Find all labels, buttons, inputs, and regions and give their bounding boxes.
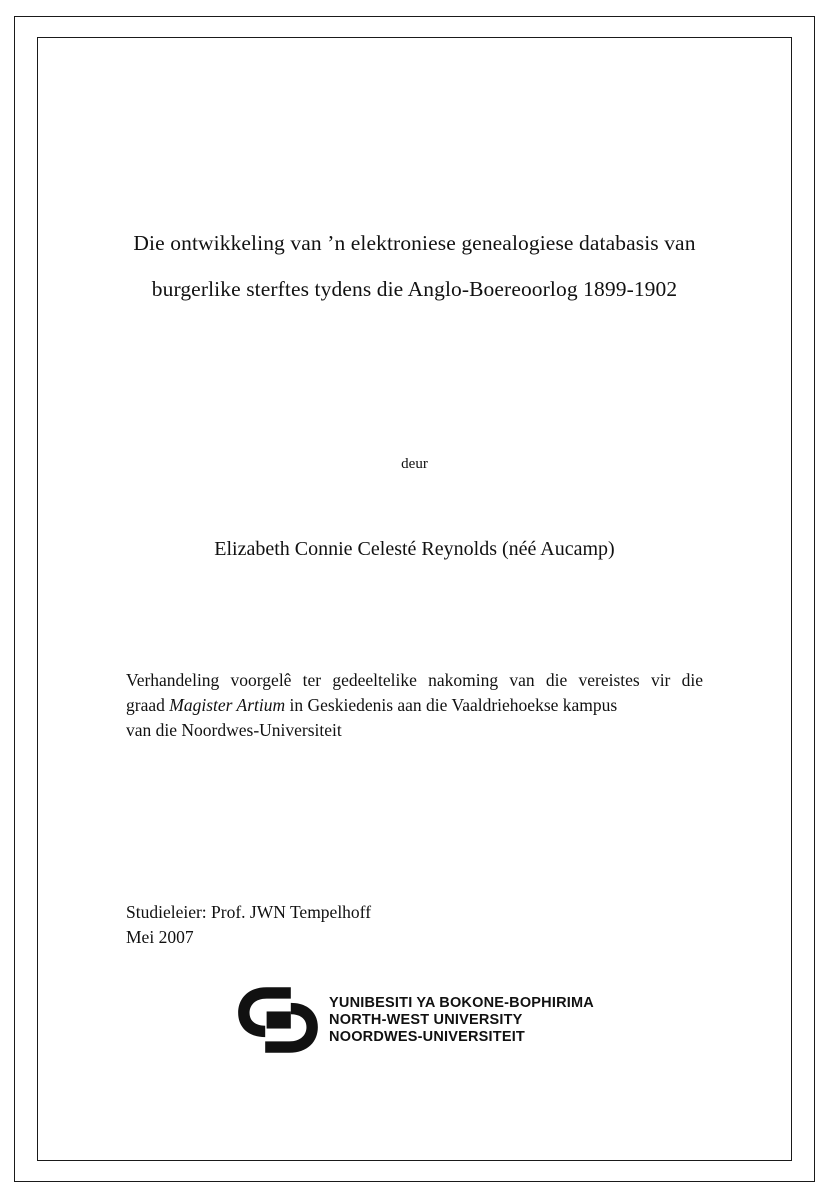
university-logo-text: [329, 995, 594, 1046]
degree-statement-line-2: [126, 693, 703, 718]
logo-line-3: NOORDWES-UNIVERSITEIT: [329, 1028, 525, 1045]
logo-line-1: YUNIBESITI YA BOKONE-BOPHIRIMA: [329, 994, 594, 1011]
supervisor-block: [126, 900, 371, 950]
byline-label: deur: [401, 456, 428, 472]
degree-statement-line-3: van die Noordwes-Universiteit: [126, 720, 342, 740]
page-title: [126, 220, 703, 312]
degree-name-italic: Magister Artium: [169, 695, 286, 715]
logo-line-2: NORTH-WEST UNIVERSITY: [329, 1011, 523, 1028]
university-logo: [126, 983, 703, 1057]
page-outer-border: [14, 16, 815, 1182]
degree-statement-line-2-after: in Geskiedenis aan die Vaaldriehoekse kampus: [285, 695, 618, 715]
degree-statement: [126, 668, 703, 743]
title-line-1: Die ontwikkeling van ’n elektroniese genealogiese databasis van: [133, 231, 696, 255]
title-line-2: burgerlike sterftes tydens die Anglo-Boereoorlog 1899-1902: [151, 277, 678, 301]
supervisor-name: Studieleier: Prof. JWN Tempelhoff: [126, 902, 372, 922]
degree-statement-line-1: Verhandeling voorgelê ter gedeeltelike nakoming van die vereistes vir die: [126, 670, 703, 690]
author-name: Elizabeth Connie Celesté Reynolds (néé Aucamp): [214, 538, 615, 560]
nwu-logo-icon: [235, 983, 321, 1057]
title-page-content: [126, 38, 703, 1160]
page-inner-border: [37, 37, 792, 1161]
submission-date: Mei 2007: [126, 927, 194, 947]
degree-statement-line-2-before: graad: [126, 695, 170, 715]
